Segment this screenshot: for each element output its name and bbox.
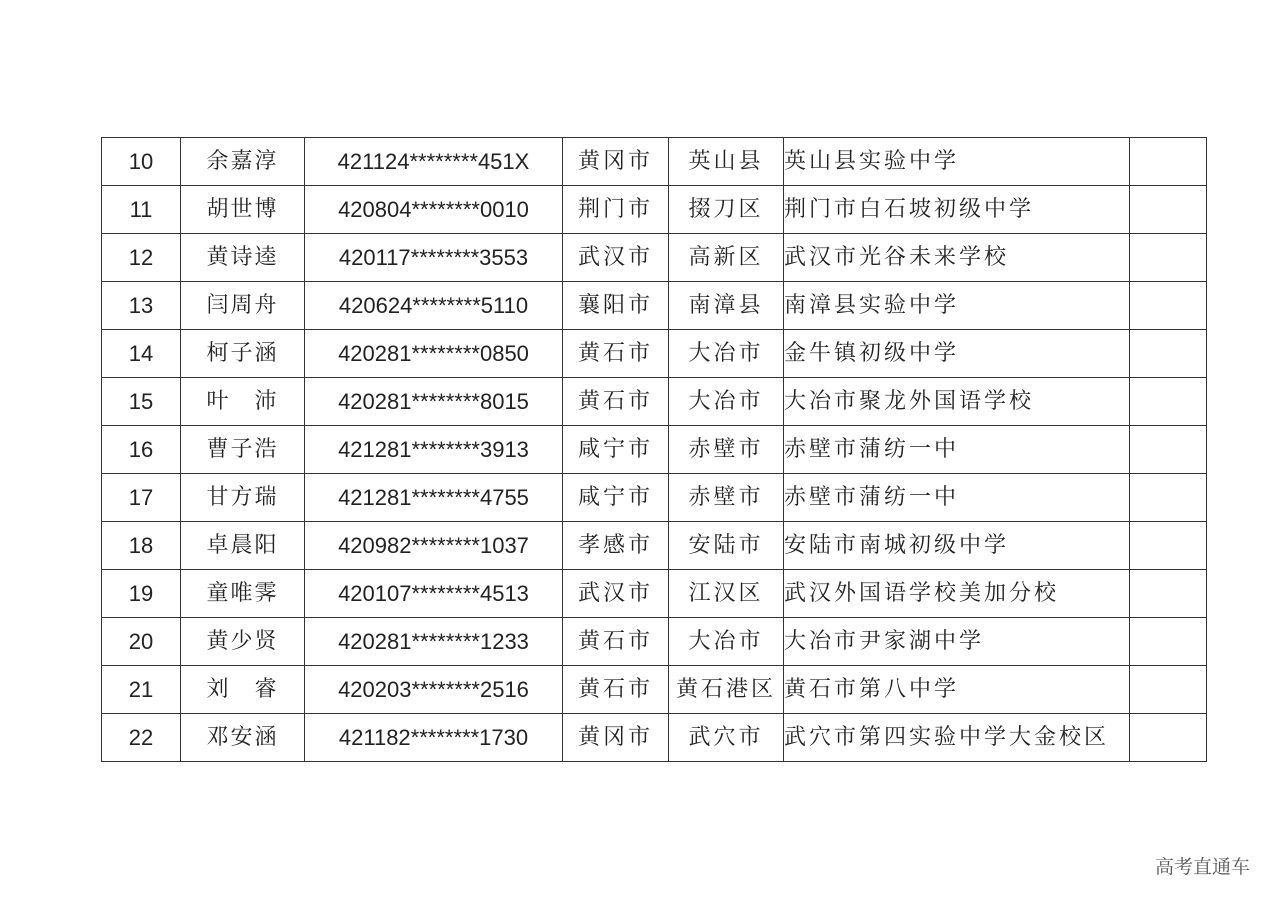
row-number: 11: [102, 186, 181, 234]
remarks-cell: [1130, 378, 1207, 426]
row-number: 10: [102, 138, 181, 186]
remarks-cell: [1130, 618, 1207, 666]
student-name: 卓晨阳: [181, 522, 305, 570]
row-number: 15: [102, 378, 181, 426]
table-row: [102, 378, 1207, 426]
student-name: 黄少贤: [181, 618, 305, 666]
school-cell: 赤壁市蒲纺一中: [784, 426, 1130, 474]
id-number: 420982********1037: [305, 522, 563, 570]
student-roster-table: [101, 137, 1207, 762]
school-cell: 大冶市尹家湖中学: [784, 618, 1130, 666]
remarks-cell: [1130, 714, 1207, 762]
school-cell: 赤壁市蒲纺一中: [784, 474, 1130, 522]
city-cell: 荆门市: [563, 186, 669, 234]
remarks-cell: [1130, 474, 1207, 522]
county-cell: 黄石港区: [669, 666, 784, 714]
id-number: 421281********3913: [305, 426, 563, 474]
county-cell: 江汉区: [669, 570, 784, 618]
id-number: 420281********1233: [305, 618, 563, 666]
roster-body: [102, 138, 1207, 762]
student-name: 胡世博: [181, 186, 305, 234]
city-cell: 咸宁市: [563, 426, 669, 474]
table-row: [102, 282, 1207, 330]
table-row: [102, 570, 1207, 618]
row-number: 21: [102, 666, 181, 714]
row-number: 17: [102, 474, 181, 522]
city-cell: 黄石市: [563, 330, 669, 378]
row-number: 14: [102, 330, 181, 378]
city-cell: 襄阳市: [563, 282, 669, 330]
table-row: [102, 666, 1207, 714]
county-cell: 大冶市: [669, 330, 784, 378]
row-number: 13: [102, 282, 181, 330]
table-row: [102, 186, 1207, 234]
city-cell: 黄石市: [563, 666, 669, 714]
id-number: 420203********2516: [305, 666, 563, 714]
city-cell: 黄石市: [563, 378, 669, 426]
school-cell: 金牛镇初级中学: [784, 330, 1130, 378]
school-cell: 南漳县实验中学: [784, 282, 1130, 330]
table-row: [102, 618, 1207, 666]
remarks-cell: [1130, 234, 1207, 282]
county-cell: 赤壁市: [669, 474, 784, 522]
city-cell: 咸宁市: [563, 474, 669, 522]
student-name: 邓安涵: [181, 714, 305, 762]
school-cell: 荆门市白石坡初级中学: [784, 186, 1130, 234]
remarks-cell: [1130, 330, 1207, 378]
student-name: 刘 睿: [181, 666, 305, 714]
row-number: 22: [102, 714, 181, 762]
id-number: 420281********0850: [305, 330, 563, 378]
county-cell: 武穴市: [669, 714, 784, 762]
id-number: 420624********5110: [305, 282, 563, 330]
city-cell: 武汉市: [563, 234, 669, 282]
row-number: 19: [102, 570, 181, 618]
city-cell: 黄石市: [563, 618, 669, 666]
county-cell: 安陆市: [669, 522, 784, 570]
school-cell: 武汉外国语学校美加分校: [784, 570, 1130, 618]
table-row: [102, 522, 1207, 570]
table-row: [102, 138, 1207, 186]
school-cell: 武汉市光谷未来学校: [784, 234, 1130, 282]
row-number: 16: [102, 426, 181, 474]
id-number: 420804********0010: [305, 186, 563, 234]
student-name: 柯子涵: [181, 330, 305, 378]
id-number: 421124********451X: [305, 138, 563, 186]
school-cell: 英山县实验中学: [784, 138, 1130, 186]
row-number: 20: [102, 618, 181, 666]
school-cell: 黄石市第八中学: [784, 666, 1130, 714]
city-cell: 黄冈市: [563, 138, 669, 186]
county-cell: 南漳县: [669, 282, 784, 330]
table-row: [102, 714, 1207, 762]
row-number: 18: [102, 522, 181, 570]
remarks-cell: [1130, 426, 1207, 474]
table-row: [102, 474, 1207, 522]
remarks-cell: [1130, 666, 1207, 714]
id-number: 421182********1730: [305, 714, 563, 762]
table-row: [102, 426, 1207, 474]
school-cell: 安陆市南城初级中学: [784, 522, 1130, 570]
id-number: 420117********3553: [305, 234, 563, 282]
student-name: 闫周舟: [181, 282, 305, 330]
county-cell: 大冶市: [669, 378, 784, 426]
county-cell: 英山县: [669, 138, 784, 186]
id-number: 420281********8015: [305, 378, 563, 426]
student-name: 曹子浩: [181, 426, 305, 474]
table-row: [102, 234, 1207, 282]
remarks-cell: [1130, 186, 1207, 234]
city-cell: 武汉市: [563, 570, 669, 618]
student-name: 黄诗逵: [181, 234, 305, 282]
id-number: 421281********4755: [305, 474, 563, 522]
county-cell: 赤壁市: [669, 426, 784, 474]
remarks-cell: [1130, 570, 1207, 618]
student-name: 甘方瑞: [181, 474, 305, 522]
watermark: 高考直通车: [1154, 856, 1250, 878]
remarks-cell: [1130, 282, 1207, 330]
remarks-cell: [1130, 138, 1207, 186]
county-cell: 掇刀区: [669, 186, 784, 234]
remarks-cell: [1130, 522, 1207, 570]
student-name: 余嘉淳: [181, 138, 305, 186]
city-cell: 孝感市: [563, 522, 669, 570]
county-cell: 高新区: [669, 234, 784, 282]
student-name: 童唯霁: [181, 570, 305, 618]
row-number: 12: [102, 234, 181, 282]
school-cell: 大冶市聚龙外国语学校: [784, 378, 1130, 426]
id-number: 420107********4513: [305, 570, 563, 618]
county-cell: 大冶市: [669, 618, 784, 666]
school-cell: 武穴市第四实验中学大金校区: [784, 714, 1130, 762]
city-cell: 黄冈市: [563, 714, 669, 762]
table-row: [102, 330, 1207, 378]
student-name: 叶 沛: [181, 378, 305, 426]
